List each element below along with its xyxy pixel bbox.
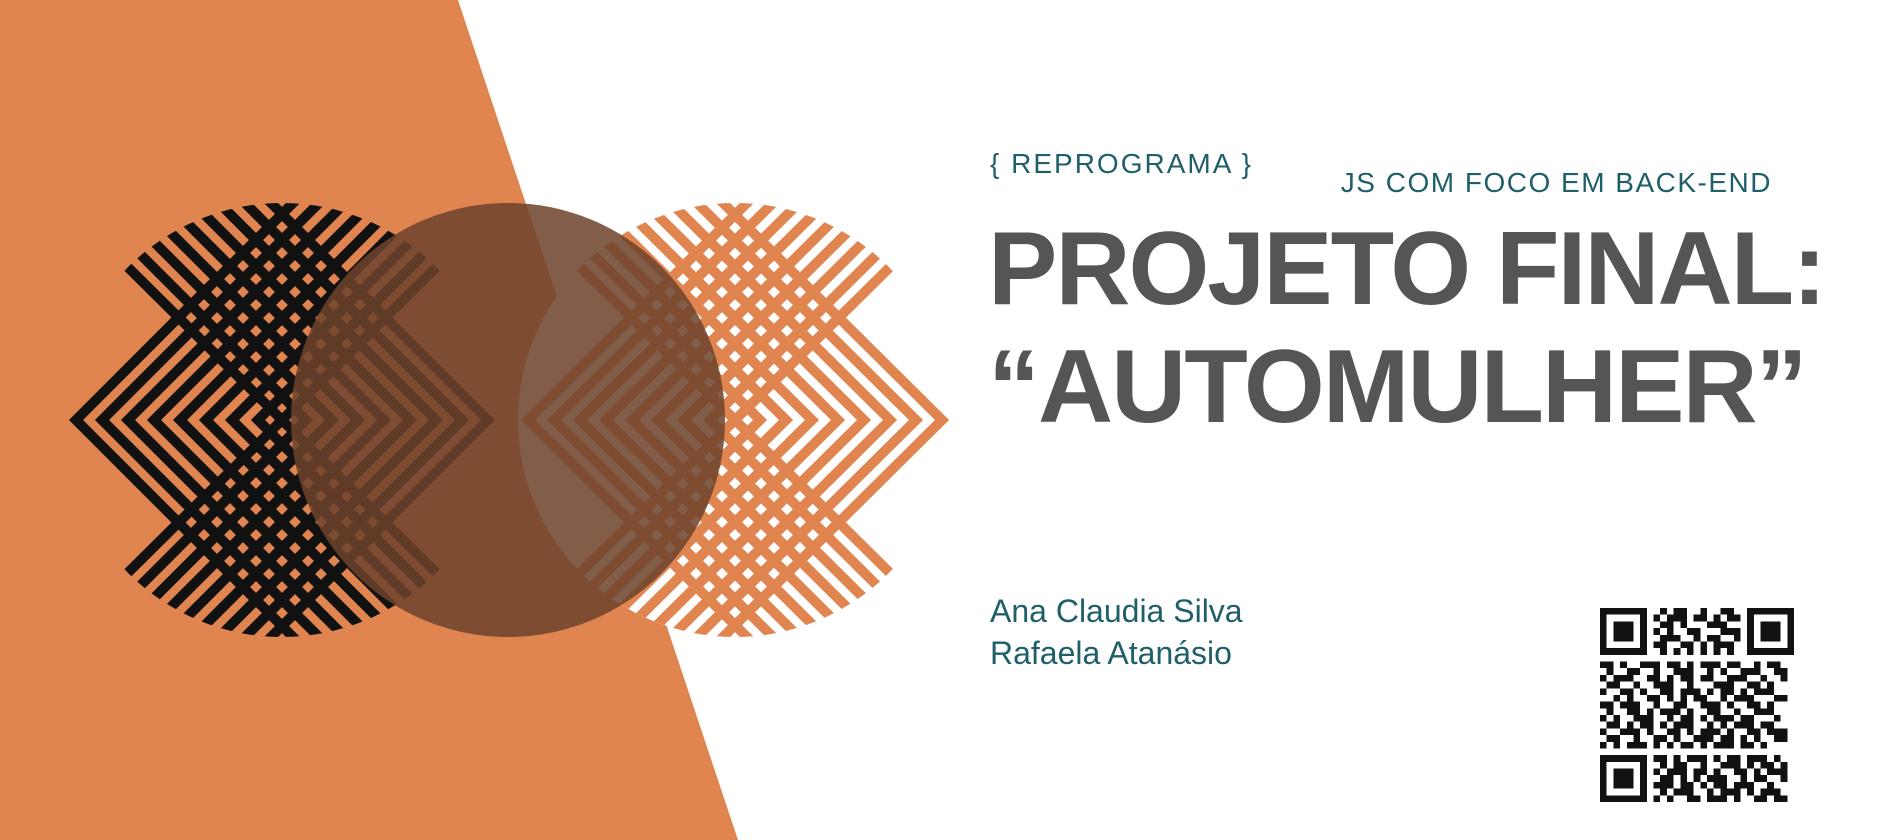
program-tag: { REPROGRAMA } [990, 148, 1253, 179]
project-title-line-1: PROJETO FINAL: [988, 211, 1825, 327]
author-name: Ana Claudia Silva [990, 593, 1243, 629]
course-subtitle: JS COM FOCO EM BACK-END [1340, 167, 1772, 198]
project-title [988, 210, 1825, 446]
authors-list [990, 590, 1243, 674]
center-brown-circle [291, 203, 725, 637]
qr-code-icon [1600, 608, 1794, 802]
author-name: Rafaela Atanásio [990, 635, 1232, 671]
project-title-line-2: “AUTOMULHER” [988, 329, 1806, 445]
